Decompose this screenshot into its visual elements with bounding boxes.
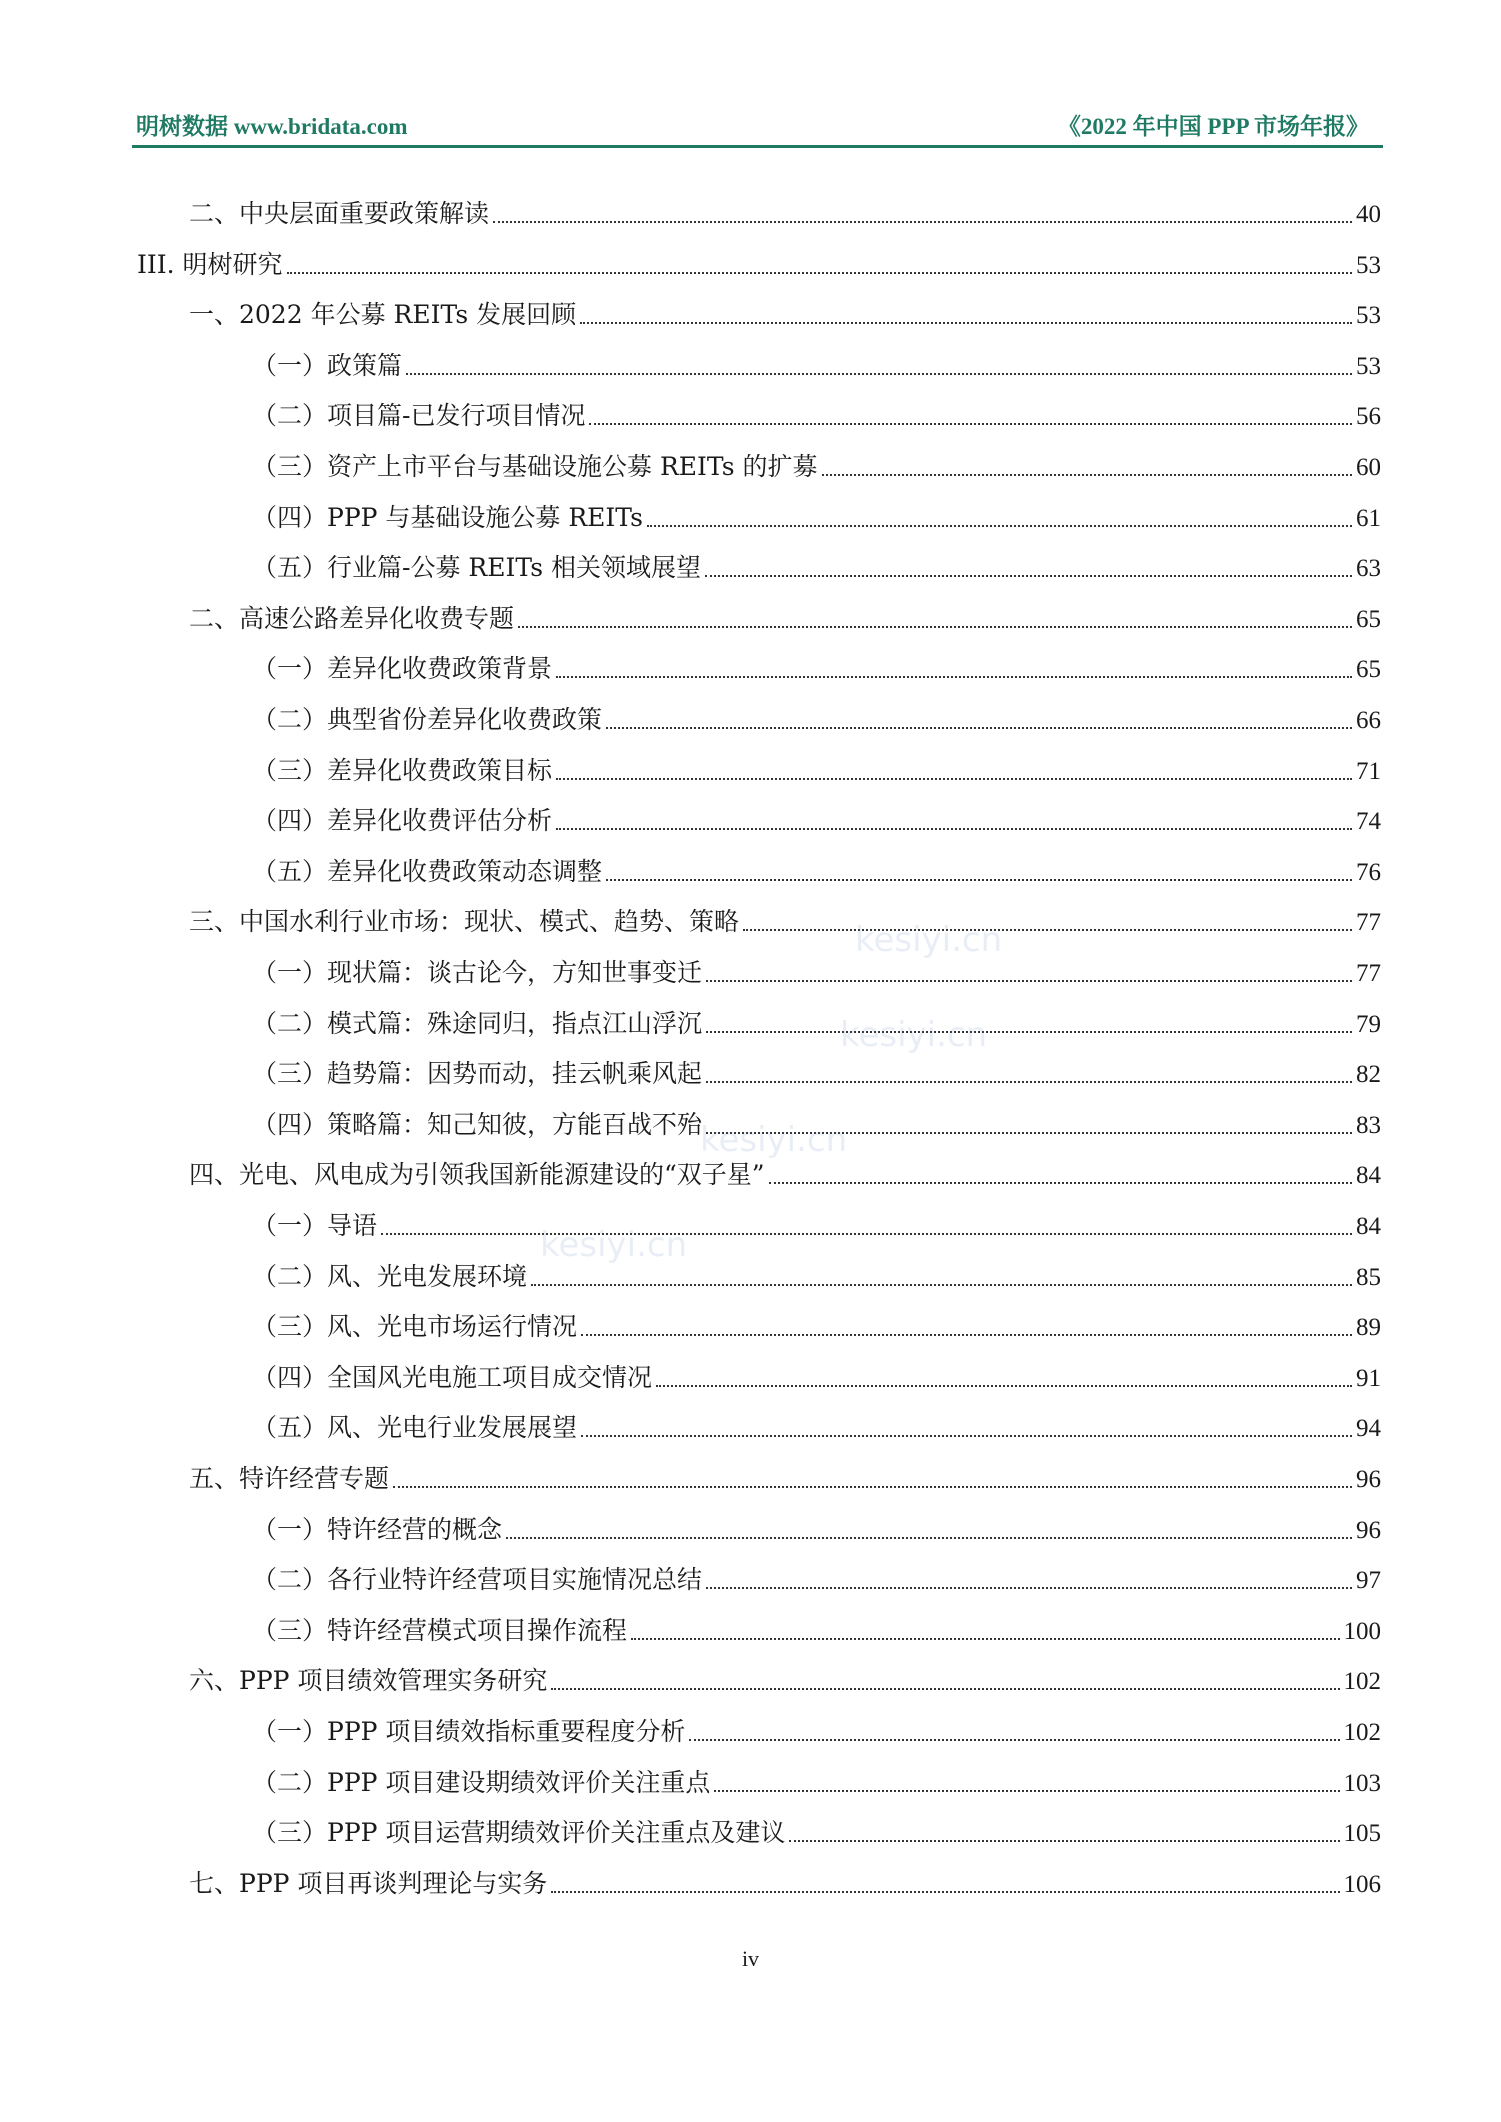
- toc-entry-page: 76: [1356, 859, 1381, 886]
- toc-entry[interactable]: [252, 1206, 1381, 1246]
- toc-entry[interactable]: [252, 801, 1381, 841]
- toc-entry[interactable]: [252, 1712, 1381, 1752]
- toc-entry-page: 61: [1356, 505, 1381, 532]
- toc-entry[interactable]: [252, 1004, 1381, 1044]
- toc-entry-title: （三）PPP 项目运营期绩效评价关注重点及建议: [252, 1818, 786, 1847]
- toc-dot-leader: [531, 1284, 1352, 1286]
- toc-entry-title: （三）差异化收费政策目标: [252, 756, 553, 785]
- toc-entry[interactable]: [252, 1054, 1381, 1094]
- toc-entry[interactable]: [252, 1408, 1381, 1448]
- toc-entry-page: 102: [1343, 1668, 1381, 1695]
- toc-entry-title: （三）特许经营模式项目操作流程: [252, 1616, 628, 1645]
- toc-entry-title: （二）PPP 项目建设期绩效评价关注重点: [252, 1768, 711, 1797]
- toc-entry[interactable]: [252, 700, 1381, 740]
- toc-entry-page: 65: [1356, 606, 1381, 633]
- toc-entry[interactable]: [189, 599, 1381, 639]
- toc-entry-title: 一、2022 年公募 REITs 发展回顾: [189, 300, 577, 329]
- toc-entry-page: 60: [1356, 454, 1381, 481]
- watermark: kesiyi.cn: [840, 1015, 988, 1055]
- toc-entry-title: （一）现状篇：谈古论今，方知世事变迁: [252, 958, 703, 987]
- toc-entry-title: （一）特许经营的概念: [252, 1515, 503, 1544]
- toc-entry-title: （四）策略篇：知己知彼，方能百战不殆: [252, 1110, 703, 1139]
- toc-entry-title: （二）模式篇：殊途同归，指点江山浮沉: [252, 1009, 703, 1038]
- toc-dot-leader: [656, 1385, 1352, 1387]
- toc-dot-leader: [551, 1688, 1339, 1690]
- toc-dot-leader: [705, 575, 1352, 577]
- toc-entry[interactable]: [252, 498, 1381, 538]
- toc-dot-leader: [506, 1537, 1352, 1539]
- toc-dot-leader: [822, 474, 1352, 476]
- toc-entry-page: 66: [1356, 707, 1381, 734]
- toc-dot-leader: [381, 1233, 1352, 1235]
- toc-entry-page: 74: [1356, 808, 1381, 835]
- header-report-title: 《2022 年中国 PPP 市场年报》: [1057, 114, 1369, 139]
- toc-dot-leader: [556, 828, 1352, 830]
- toc-entry-title: III. 明树研究: [137, 250, 283, 279]
- toc-entry-title: （一）政策篇: [252, 351, 403, 380]
- toc-entry-page: 83: [1356, 1112, 1381, 1139]
- toc-entry[interactable]: [252, 953, 1381, 993]
- toc-dot-leader: [743, 929, 1352, 931]
- toc-entry[interactable]: [252, 1560, 1381, 1600]
- toc-entry[interactable]: [252, 346, 1381, 386]
- toc-entry-title: （一）差异化收费政策背景: [252, 654, 553, 683]
- toc-dot-leader: [393, 1486, 1352, 1488]
- toc-entry-title: （四）差异化收费评估分析: [252, 806, 553, 835]
- toc-entry[interactable]: [252, 396, 1381, 436]
- toc-entry-title: （一）导语: [252, 1211, 378, 1240]
- toc-entry[interactable]: [252, 1257, 1381, 1297]
- toc-dot-leader: [769, 1182, 1352, 1184]
- toc-entry[interactable]: [252, 852, 1381, 892]
- toc-entry-title: （三）风、光电市场运行情况: [252, 1312, 578, 1341]
- toc-entry-page: 79: [1356, 1011, 1381, 1038]
- toc-dot-leader: [706, 980, 1352, 982]
- toc-entry[interactable]: [252, 649, 1381, 689]
- toc-dot-leader: [556, 676, 1352, 678]
- toc-entry-title: 三、中国水利行业市场：现状、模式、趋势、策略: [189, 907, 740, 936]
- toc-entry-page: 40: [1356, 201, 1381, 228]
- toc-entry-page: 82: [1356, 1061, 1381, 1088]
- toc-entry-page: 89: [1356, 1314, 1381, 1341]
- toc-dot-leader: [581, 1435, 1352, 1437]
- toc-entry[interactable]: [252, 1105, 1381, 1145]
- toc-entry-page: 91: [1356, 1365, 1381, 1392]
- toc-entry-title: （四）PPP 与基础设施公募 REITs: [252, 503, 643, 532]
- toc-entry[interactable]: [252, 1763, 1381, 1803]
- toc-dot-leader: [589, 423, 1352, 425]
- page-header: [134, 108, 1381, 148]
- toc-entry-page: 53: [1356, 353, 1381, 380]
- toc-entry-title: （二）风、光电发展环境: [252, 1262, 528, 1291]
- toc-entry-title: （三）资产上市平台与基础设施公募 REITs 的扩募: [252, 452, 818, 481]
- toc-dot-leader: [580, 322, 1352, 324]
- toc-entry-title: 四、光电、风电成为引领我国新能源建设的“双子星”: [189, 1160, 765, 1189]
- toc-entry[interactable]: [137, 245, 1381, 285]
- toc-dot-leader: [714, 1790, 1339, 1792]
- toc-dot-leader: [647, 525, 1352, 527]
- toc-entry-title: （五）行业篇-公募 REITs 相关领域展望: [252, 553, 701, 582]
- toc-dot-leader: [406, 373, 1352, 375]
- toc-entry-page: 94: [1356, 1415, 1381, 1442]
- toc-entry-page: 71: [1356, 758, 1381, 785]
- toc-dot-leader: [706, 1081, 1352, 1083]
- toc-dot-leader: [493, 221, 1352, 223]
- toc-entry-page: 103: [1343, 1770, 1381, 1797]
- toc-entry-page: 97: [1356, 1567, 1381, 1594]
- toc-entry[interactable]: [189, 1155, 1381, 1195]
- toc-dot-leader: [689, 1739, 1339, 1741]
- toc-dot-leader: [606, 879, 1352, 881]
- toc-entry[interactable]: [189, 1459, 1381, 1499]
- toc-entry-page: 53: [1356, 302, 1381, 329]
- toc-entry-title: 七、PPP 项目再谈判理论与实务: [189, 1869, 548, 1898]
- page-number: iv: [741, 1946, 760, 1971]
- toc-dot-leader: [706, 1132, 1352, 1134]
- toc-entry-page: 53: [1356, 252, 1381, 279]
- toc-dot-leader: [551, 1891, 1339, 1893]
- toc-dot-leader: [706, 1587, 1352, 1589]
- toc-entry[interactable]: [189, 902, 1381, 942]
- toc-dot-leader: [518, 626, 1352, 628]
- toc-entry[interactable]: [252, 1358, 1381, 1398]
- toc-entry-title: （五）风、光电行业发展展望: [252, 1413, 578, 1442]
- toc-entry[interactable]: [252, 548, 1381, 588]
- toc-entry[interactable]: [252, 1813, 1381, 1853]
- toc-entry[interactable]: [252, 447, 1381, 487]
- toc-entry-title: （一）PPP 项目绩效指标重要程度分析: [252, 1717, 686, 1746]
- toc-entry-page: 63: [1356, 555, 1381, 582]
- toc-entry-title: （四）全国风光电施工项目成交情况: [252, 1363, 653, 1392]
- toc-entry[interactable]: [189, 295, 1381, 335]
- toc-entry-title: 六、PPP 项目绩效管理实务研究: [189, 1666, 548, 1695]
- toc-entry-title: 五、特许经营专题: [189, 1464, 390, 1493]
- toc-entry-title: 二、高速公路差异化收费专题: [189, 604, 515, 633]
- toc-entry-title: （二）典型省份差异化收费政策: [252, 705, 603, 734]
- toc-entry-page: 56: [1356, 403, 1381, 430]
- toc-dot-leader: [706, 1031, 1352, 1033]
- toc-entry-page: 102: [1343, 1719, 1381, 1746]
- toc-entry-title: （五）差异化收费政策动态调整: [252, 857, 603, 886]
- watermark: kesiyi.cn: [540, 1225, 688, 1265]
- toc-entry-title: （三）趋势篇：因势而动，挂云帆乘风起: [252, 1059, 703, 1088]
- header-divider: [132, 145, 1383, 148]
- toc-entry-page: 106: [1343, 1871, 1381, 1898]
- toc-entry[interactable]: [189, 194, 1381, 234]
- toc-entry-page: 96: [1356, 1517, 1381, 1544]
- toc-dot-leader: [606, 727, 1352, 729]
- toc-entry-title: （二）项目篇-已发行项目情况: [252, 401, 586, 430]
- toc-entry[interactable]: [252, 751, 1381, 791]
- toc-entry-page: 96: [1356, 1466, 1381, 1493]
- toc-dot-leader: [556, 778, 1352, 780]
- toc-entry-page: 77: [1356, 909, 1381, 936]
- toc-entry-page: 105: [1343, 1820, 1381, 1847]
- watermark: kesiyi.cn: [700, 1120, 848, 1160]
- toc-entry-page: 100: [1343, 1618, 1381, 1645]
- toc-entry-page: 85: [1356, 1264, 1381, 1291]
- watermark: kesiyi.cn: [855, 920, 1003, 960]
- toc-dot-leader: [631, 1638, 1339, 1640]
- toc-entry[interactable]: [252, 1611, 1381, 1651]
- toc-entry-page: 84: [1356, 1162, 1381, 1189]
- toc-entry-title: 二、中央层面重要政策解读: [189, 199, 490, 228]
- toc-entry[interactable]: [252, 1510, 1381, 1550]
- toc-entry-page: 77: [1356, 960, 1381, 987]
- toc-entry[interactable]: [189, 1864, 1381, 1904]
- toc-dot-leader: [287, 272, 1352, 274]
- toc-entry-page: 84: [1356, 1213, 1381, 1240]
- toc-entry-page: 65: [1356, 656, 1381, 683]
- header-brand: 明树数据 www.bridata.com: [136, 114, 408, 139]
- toc-entry[interactable]: [189, 1661, 1381, 1701]
- toc-dot-leader: [581, 1334, 1352, 1336]
- toc-dot-leader: [789, 1840, 1339, 1842]
- toc-entry[interactable]: [252, 1307, 1381, 1347]
- toc-entry-title: （二）各行业特许经营项目实施情况总结: [252, 1565, 703, 1594]
